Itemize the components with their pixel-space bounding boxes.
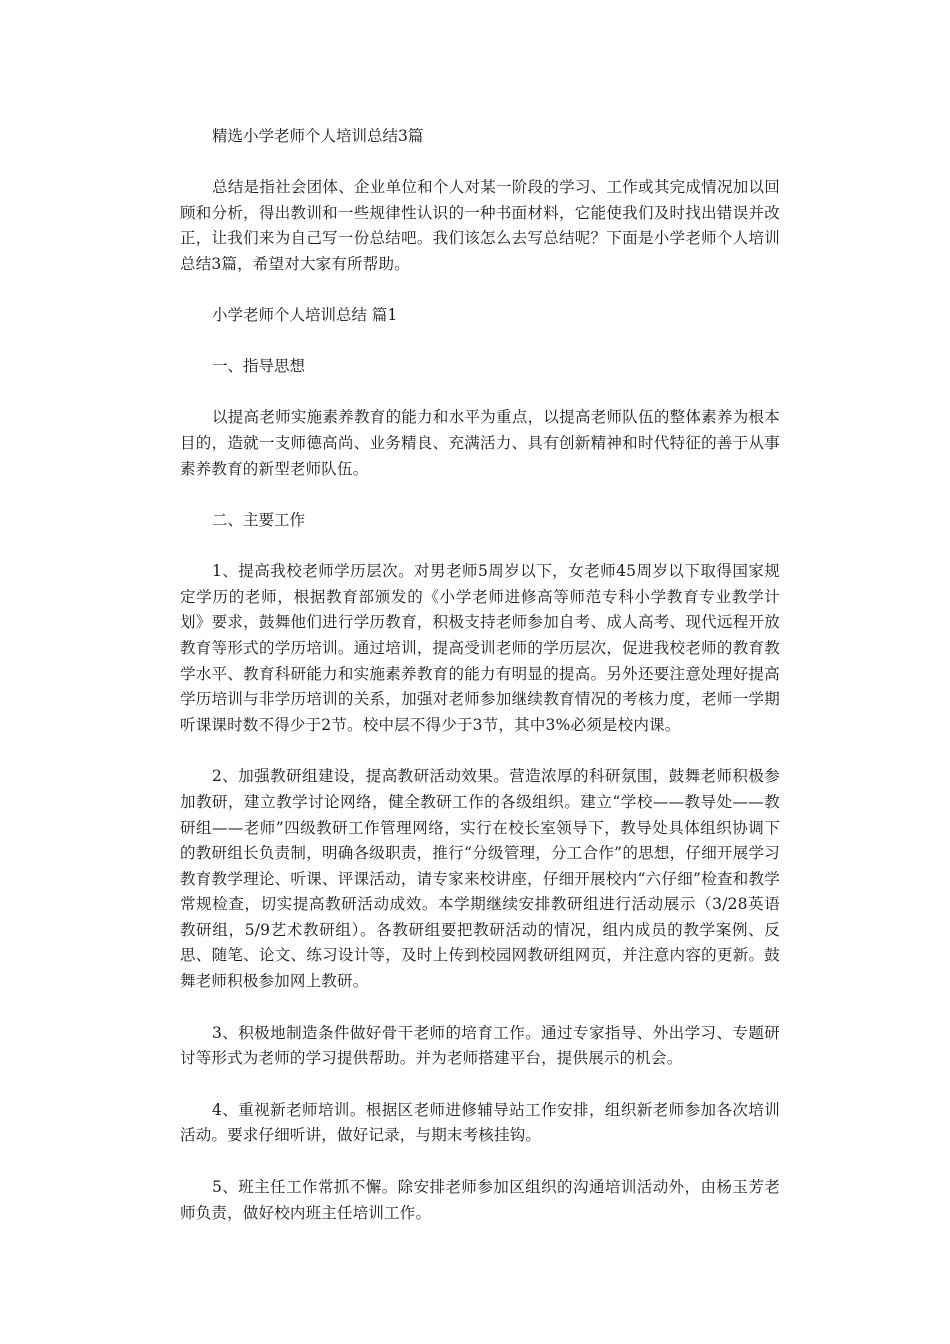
document-title: 精选小学老师个人培训总结3篇 [212, 127, 424, 145]
paragraph-item-3: 3、积极地制造条件做好骨干老师的培育工作。通过专家指导、外出学习、专题研讨等形式为老师的学习提供帮助。并为老师搭建平台，提供展示的机会。 [180, 1023, 780, 1068]
paragraph-item-1: 1、提高我校老师学历层次。对男老师5周岁以下，女老师45周岁以下取得国家规定学历的老师，根据教育部颁发的《小学老师进修高等师范专科小学教育专业教学计划》要求，鼓舞他们进行学历教育，积极支持老师参加自考、成人高考、现代远程开放教育等形式的学历培训。通过培训，提高受训老师的学历层次，促进我校老师的教育教学水平、教育科研能力和实施素养教育的能力有明显的提高。另外还要注意处理好提高学历培训与非学历培训的关系，加强对老师参加继续教育情况的考核力度，老师一学期听课课时数不得少于2节。校中层不得少于3节，其中3%必须是校内课。 [180, 562, 780, 734]
section-title: 小学老师个人培训总结 篇1 [212, 306, 398, 325]
paragraph-item-5: 5、班主任工作常抓不懈。除安排老师参加区组织的沟通培训活动外，由杨玉芳老师负责，做好校内班主任培训工作。 [180, 1178, 780, 1222]
heading-main-work: 二、主要工作 [212, 511, 306, 530]
paragraph-guiding-thought: 以提高老师实施素养教育的能力和水平为重点，以提高老师队伍的整体素养为根本目的，造就一支师德高尚、业务精良、充满活力、具有创新精神和时代特征的善于从事素养教育的新型老师队伍。 [180, 408, 780, 478]
paragraph-item-4: 4、重视新老师培训。根据区老师进修辅导站工作安排，组织新老师参加各次培训活动。要求仔细听讲，做好记录，与期末考核挂钩。 [180, 1100, 780, 1145]
paragraph-item-2: 2、加强教研组建设，提高教研活动效果。营造浓厚的科研氛围，鼓舞老师积极参加教研，建立教学讨论网络，健全教研工作的各级组织。建立“学校——教导处——教研组——老师”四级教研工作管理网络，实行在校长室领导下，教导处具体组织协调下的教研组长负责制，明确各级职责，推行“分级管理，分工合作”的思想，仔细开展学习教育教学理论、听课、评课活动，请专家来校讲座，仔细开展校内“六仔细”检查和教学常规检查，切实提高教研活动成效。本学期继续安排教研组进行活动展示（3/28英语教研组，5/9艺术教研组）。各教研组要把教研活动的情况，组内成员的教学案例、反思、随笔、论文、练习设计等，及时上传到校园网教研组网页，并注意内容的更新。鼓舞老师积极参加网上教研。 [180, 767, 780, 991]
intro-paragraph: 总结是指社会团体、企业单位和个人对某一阶段的学习、工作或其完成情况加以回顾和分析，得出教训和一些规律性认识的一种书面材料，它能使我们及时找出错误并改正，让我们来为自己写一份总结吧。我们该怎么去写总结呢？下面是小学老师个人培训总结3篇，希望对大家有所帮助。 [180, 178, 780, 273]
document-page [180, 124, 780, 1252]
heading-guiding-thought: 一、指导思想 [212, 357, 306, 376]
